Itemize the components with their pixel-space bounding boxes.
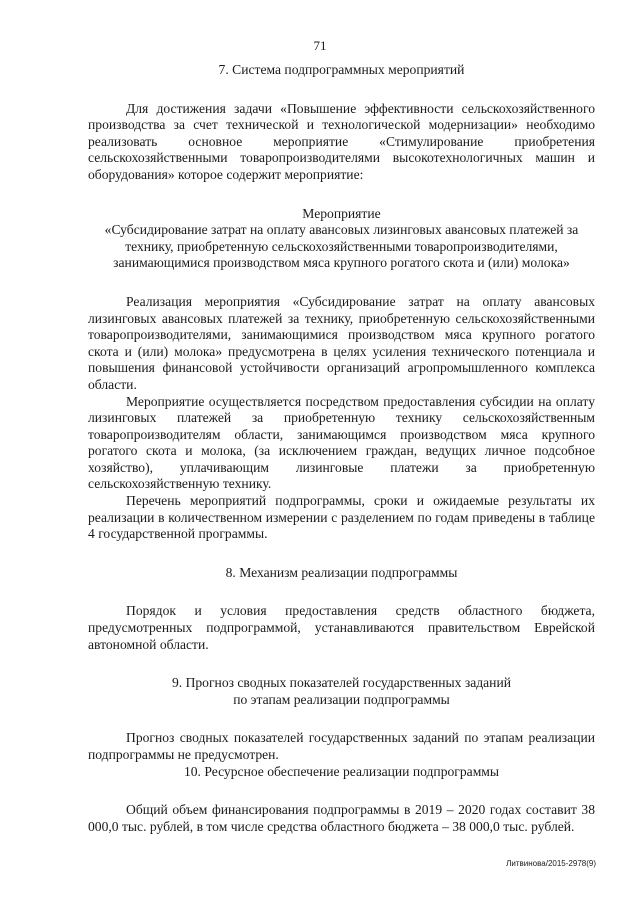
page-number: 71 bbox=[313, 38, 327, 53]
section-7-paragraph-2: Мероприятие осуществляется посредством предоставления субсидии на оплату лизинговых платежей за приобретенную технику сельскохозяйственным товаропроизводителям области, занимающимся производством мяса крупного рогатого скота и молока, (за исключением граждан, ведущих личное подсобное хозяйство), уплачивающим лизинговые платежи за приобретенную сельскохозяйственную технику. bbox=[88, 393, 595, 492]
measure-name: «Субсидирование затрат на оплату авансовых лизинговых авансовых платежей за технику, приобретенную сельскохозяйственными товаропроизводителями, занимающимися производством мяса крупного рогатого скота и (или) молока» bbox=[104, 222, 579, 271]
section-10-paragraph: Общий объем финансирования подпрограммы в 2019 – 2020 годах составит 38 000,0 тыс. рублей, в том числе средства областного бюджета – 38 000,0 тыс. рублей. bbox=[88, 802, 595, 834]
measure-label: Мероприятие bbox=[302, 205, 381, 221]
section-7-paragraph-1: Реализация мероприятия «Субсидирование затрат на оплату авансовых лизинговых авансовых платежей за технику, приобретенную сельскохозяйственными товаропроизводителями, занимающимися производством мяса крупного рогатого скота и (или) молока» предусмотрена в целях усиления технического потенциала и повышения финансовой устойчивости организаций агропромышленного комплекса области. bbox=[88, 293, 595, 392]
section-7-title: 7. Система подпрограммных мероприятий bbox=[218, 62, 465, 77]
document-body bbox=[88, 62, 595, 835]
document-code: Литвинова/2015-2978(9) bbox=[506, 859, 596, 868]
section-7-paragraph-3: Перечень мероприятий подпрограммы, сроки и ожидаемые результаты их реализации в количественном измерении с разделением по годам приведены в таблице 4 государственной программы. bbox=[88, 493, 595, 542]
section-9-paragraph: Прогноз сводных показателей государственных заданий по этапам реализации подпрограммы не предусмотрен. bbox=[88, 730, 595, 762]
section-10-title: 10. Ресурсное обеспечение реализации подпрограммы bbox=[183, 763, 500, 779]
section-9-title-line-2: по этапам реализации подпрограммы bbox=[233, 691, 450, 707]
section-8-title: 8. Механизм реализации подпрограммы bbox=[225, 564, 458, 580]
section-9-title-line-1: 9. Прогноз сводных показателей государственных заданий bbox=[171, 675, 512, 691]
section-8-paragraph: Порядок и условия предоставления средств областного бюджета, предусмотренных подпрограммой, устанавливаются правительством Еврейской автономной области. bbox=[88, 603, 595, 652]
section-7-intro: Для достижения задачи «Повышение эффективности сельскохозяйственного производства за счет технической и технологической модернизации» необходимо реализовать основное мероприятие «Стимулирование приобретения сельскохозяйственными товаропроизводителями высокотехнологичных машин и оборудования» которое содержит мероприятие: bbox=[88, 100, 595, 182]
